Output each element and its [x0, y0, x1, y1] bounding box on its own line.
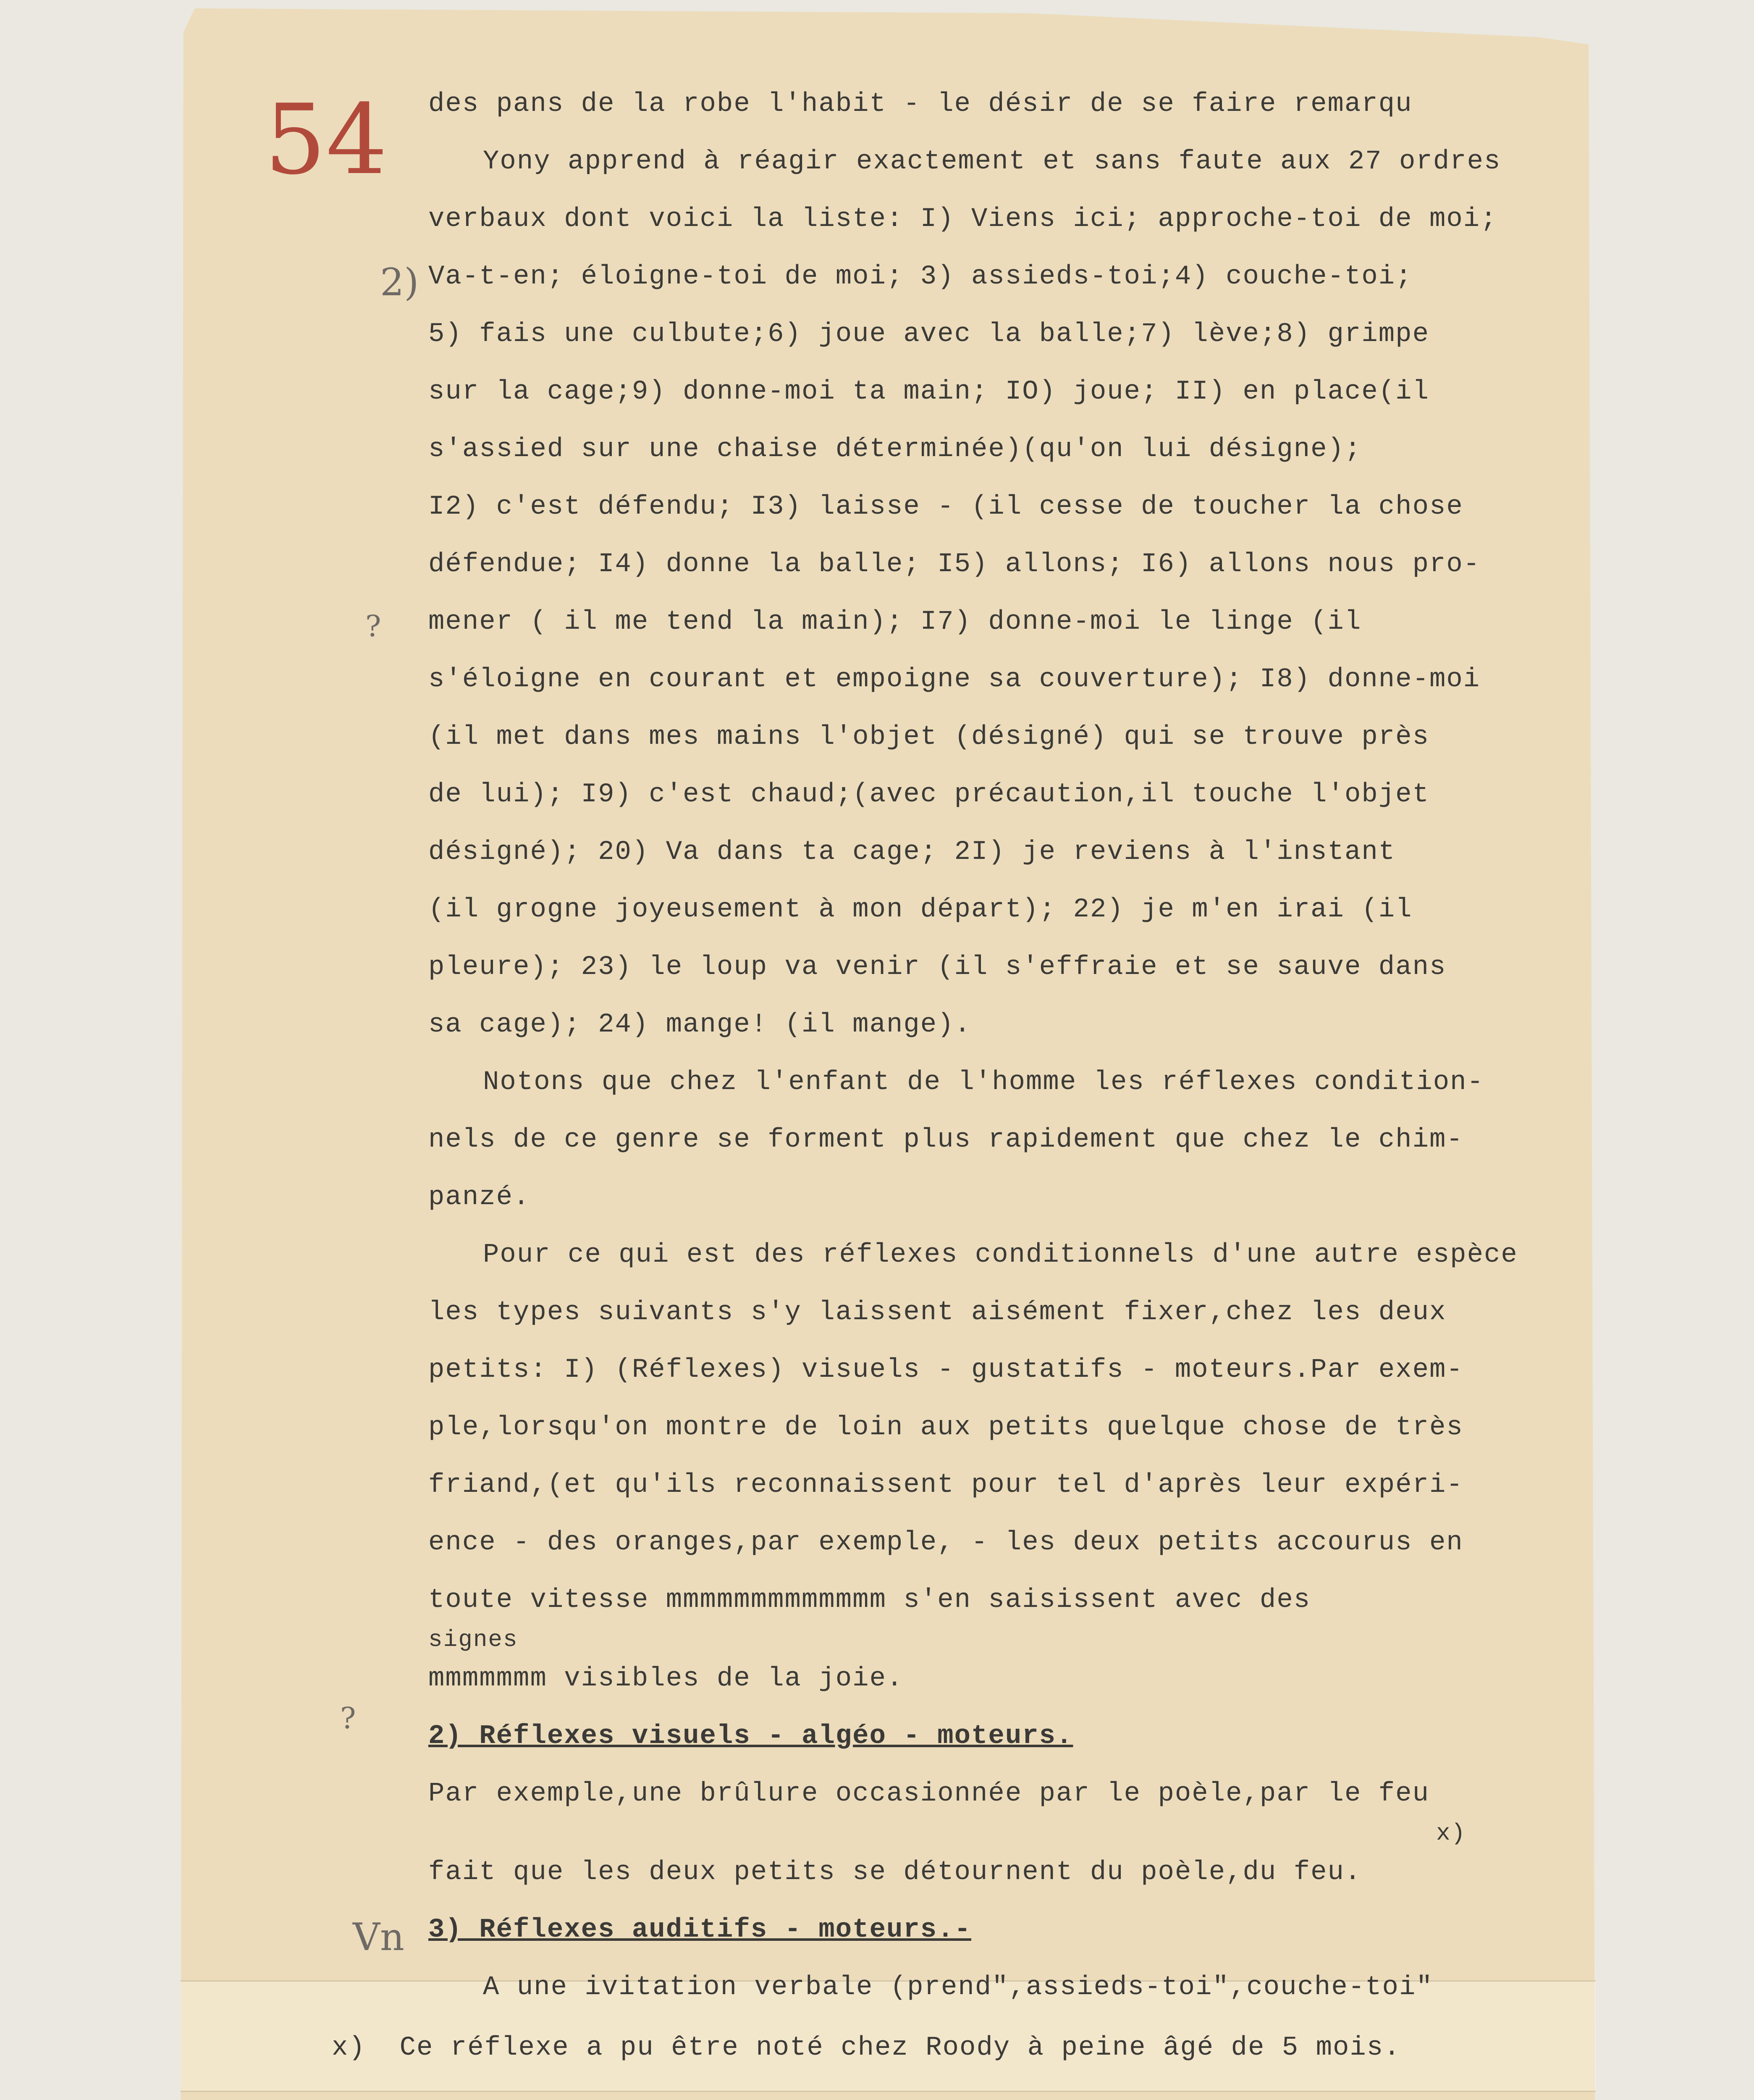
text-line: (il grogne joyeusement à mon départ); 22) je m'en irai (il — [428, 895, 1413, 925]
text-line: panzé. — [428, 1182, 530, 1213]
text-line: sa cage); 24) mange! (il mange). — [428, 1010, 971, 1040]
margin-pencil-mark: ? — [365, 609, 381, 643]
text-line: défendue; I4) donne la balle; I5) allons; I6) allons nous pro- — [428, 549, 1481, 580]
text-line: (il met dans mes mains l'objet (désigné) qui se trouve près — [428, 722, 1429, 752]
text-line: Pour ce qui est des réflexes conditionnels d'une autre espèce — [483, 1240, 1518, 1270]
text-line: A une ivitation verbale (prend",assieds-toi",couche-toi" — [483, 1972, 1433, 2003]
text-line: petits: I) (Réflexes) visuels - gustatifs - moteurs.Par exem- — [428, 1355, 1463, 1385]
footnote-mark: x) — [1436, 1820, 1466, 1847]
text-line: pleure); 23) le loup va venir (il s'effraie et se sauve dans — [428, 952, 1447, 982]
text-line: Yony apprend à réagir exactement et sans faute aux 27 ordres — [483, 147, 1501, 177]
text-line: 5) fais une culbute;6) joue avec la balle;7) lève;8) grimpe — [428, 319, 1429, 349]
text-line: ence - des oranges,par exemple, - les deux petits accourus en — [428, 1528, 1463, 1558]
footnote-text: x) Ce réflexe a pu être noté chez Roody à peine âgé de 5 mois. — [332, 2033, 1401, 2063]
text-line: Notons que chez l'enfant de l'homme les réflexes condition- — [483, 1067, 1484, 1097]
text-line: verbaux dont voici la liste: I) Viens ici; approche-toi de moi; — [428, 204, 1497, 234]
margin-page-number: 54 — [265, 84, 388, 196]
text-line: I2) c'est défendu; I3) laisse - (il cesse de toucher la chose — [428, 492, 1463, 522]
text-line: de lui); I9) c'est chaud;(avec précaution,il touche l'objet — [428, 780, 1429, 810]
text-line: Va-t-en; éloigne-toi de moi; 3) assieds-toi;4) couche-toi; — [428, 262, 1413, 292]
margin-pencil-mark: 2) — [380, 260, 419, 304]
text-line: sur la cage;9) donne-moi ta main; IO) joue; II) en place(il — [428, 377, 1429, 407]
text-line: s'éloigne en courant et empoigne sa couverture); I8) donne-moi — [428, 664, 1481, 695]
text-line: désigné); 20) Va dans ta cage; 2I) je reviens à l'instant — [428, 837, 1396, 867]
text-line: les types suivants s'y laissent aisément fixer,chez les deux — [428, 1297, 1447, 1328]
text-line-inserted: signes — [428, 1626, 518, 1653]
section-heading: 2) Réflexes visuels - algéo - moteurs. — [428, 1721, 1073, 1751]
typed-text-body — [428, 76, 1596, 2016]
text-line: friand,(et qu'ils reconnaissent pour tel d'après leur expéri- — [428, 1470, 1463, 1500]
text-line: ple,lorsqu'on montre de loin aux petits quelque chose de très — [428, 1412, 1463, 1443]
text-line: Par exemple,une brûlure occasionnée par le poèle,par le feu — [428, 1779, 1429, 1809]
margin-pencil-mark: ? — [340, 1701, 356, 1735]
margin-pencil-mark: Vn — [353, 1915, 404, 1959]
text-line: mmmmmmm visibles de la joie. — [428, 1664, 904, 1694]
text-line: s'assied sur une chaise déterminée)(qu'on lui désigne); — [428, 434, 1362, 465]
text-line: mener ( il me tend la main); I7) donne-moi le linge (il — [428, 607, 1362, 637]
section-heading: 3) Réflexes auditifs - moteurs.- — [428, 1915, 971, 1945]
text-line: nels de ce genre se forment plus rapidement que chez le chim- — [428, 1125, 1463, 1155]
text-line: fait que les deux petits se détournent du poèle,du feu. — [428, 1857, 1362, 1887]
text-line: des pans de la robe l'habit - le désir de se faire remarqu — [428, 89, 1413, 119]
text-line: toute vitesse mmmmmmmmmmmmm s'en saisissent avec des — [428, 1585, 1311, 1615]
